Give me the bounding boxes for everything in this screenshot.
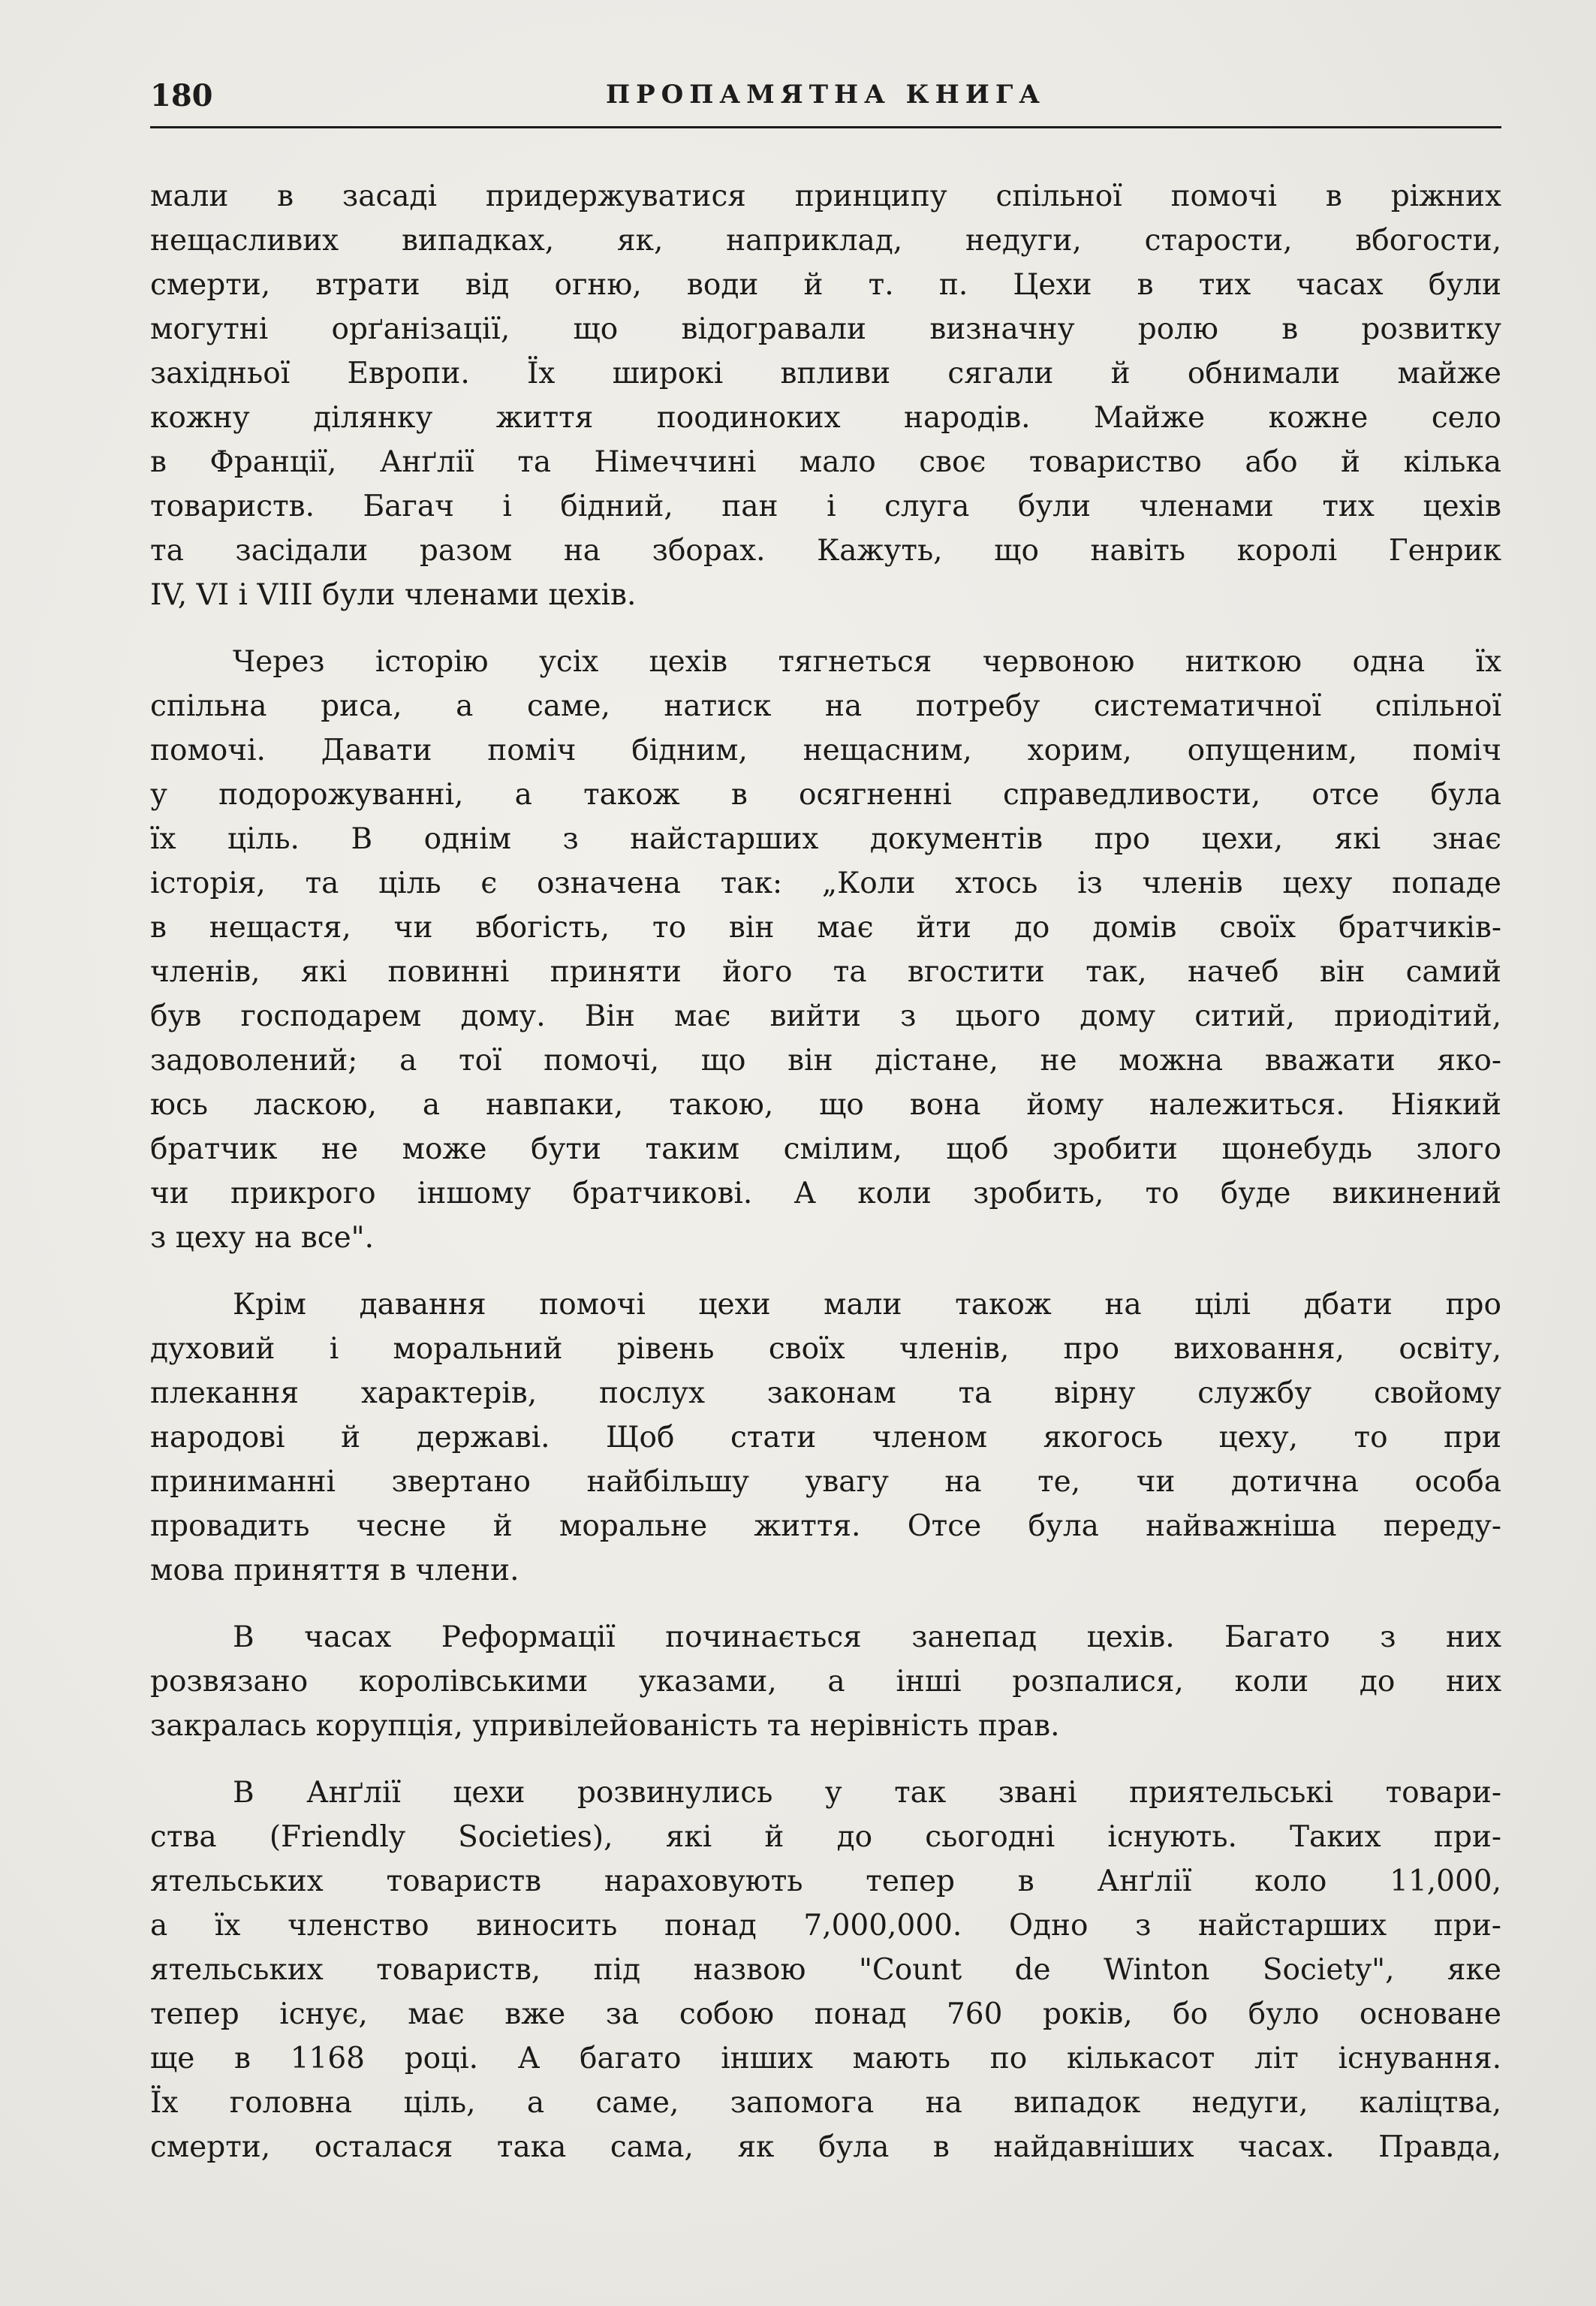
text-line: кожну ділянку життя поодиноких народів. Майже кожне село: [150, 401, 1501, 435]
text-line: ятельських товариств, під назвою "Count de Winton Society", яке: [150, 1953, 1501, 1987]
text-line: плекання характерів, послух законам та вірну службу свойому: [150, 1376, 1501, 1410]
text-line: розвязано королівськими указами, а інші розпалися, коли до них: [150, 1665, 1501, 1699]
text-line: членів, які повинні приняти його та вгостити так, начеб він самий: [150, 955, 1501, 989]
text-line: духовий і моральний рівень своїх членів, про виховання, освіту,: [150, 1332, 1501, 1366]
running-title: ПРОПАМЯТНА КНИГА: [605, 80, 1046, 110]
text-line: смерти, осталася така сама, як була в найдавніших часах. Правда,: [150, 2130, 1501, 2164]
text-line: а їх членство виносить понад 7,000,000. Одно з найстарших при-: [150, 1909, 1501, 1943]
text-line: Крім давання помочі цехи мали також на цілі дбати про: [233, 1288, 1501, 1322]
text-line: спільна риса, а саме, натиск на потребу систематичної спільної: [150, 689, 1501, 723]
body-text: [150, 174, 1501, 2169]
text-line: та засідали разом на зборах. Кажуть, що навіть королі Генрик: [150, 534, 1501, 568]
paragraph-2: [150, 640, 1501, 1260]
text-line: ще в 1168 році. А багато інших мають по кількасот літ існування.: [150, 2042, 1501, 2075]
text-line: в нещастя, чи вбогість, то він має йти до домів своїх братчиків-: [150, 911, 1501, 945]
text-line: В часах Реформації починається занепад цехів. Багато з них: [233, 1620, 1501, 1654]
paragraph-1: [150, 174, 1501, 617]
text-line: з цеху на все".: [150, 1221, 375, 1255]
page-header: [150, 78, 1501, 123]
text-line: західньої Европи. Їх широкі впливи сягали й обнимали майже: [150, 357, 1501, 390]
text-line: ятельських товариств нараховують тепер в Анґлії коло 11,000,: [150, 1864, 1501, 1898]
text-line: чи прикрого іншому братчикові. А коли зробить, то буде викинений: [150, 1177, 1501, 1210]
text-line: могутні орґанізації, що відогравали визначну ролю в розвитку: [150, 312, 1501, 346]
text-line: закралась корупція, упривілейованість та нерівність прав.: [150, 1709, 1060, 1743]
text-line: смерти, втрати від огню, води й т. п. Цехи в тих часах були: [150, 268, 1501, 302]
paragraph-gap: [150, 617, 1501, 640]
text-line: братчик не може бути таким смілим, щоб зробити щонебудь злого: [150, 1132, 1501, 1166]
text-line: мова приняття в члени.: [150, 1554, 519, 1587]
text-line: провадить чесне й моральне життя. Отсе була найважніша переду-: [150, 1509, 1501, 1543]
text-line: у подорожуванні, а також в осягненні справедливости, отсе була: [150, 778, 1501, 812]
paragraph-3: [150, 1283, 1501, 1593]
paragraph-5: [150, 1771, 1501, 2169]
header-rule: [150, 126, 1501, 128]
text-line: в Франції, Анґлії та Німеччині мало своє товариство або й кілька: [150, 445, 1501, 479]
text-line: В Анґлії цехи розвинулись у так звані приятельські товари-: [233, 1776, 1501, 1810]
text-line: задоволений; а тої помочі, що він дістане, не можна вважати яко-: [150, 1044, 1501, 1078]
page-number: 180: [150, 78, 213, 113]
text-line: нещасливих випадках, як, наприклад, недуги, старости, вбогости,: [150, 224, 1501, 258]
text-line: їх ціль. В однім з найстарших документів про цехи, які знає: [150, 822, 1501, 856]
text-line: юсь ласкою, а навпаки, такою, що вона йому належиться. Ніякий: [150, 1088, 1501, 1122]
text-line: IV, VI і VIII були членами цехів.: [150, 578, 637, 612]
text-line: ства (Friendly Societies), які й до сьогодні існують. Таких при-: [150, 1820, 1501, 1854]
text-line: помочі. Давати поміч бідним, нещасним, хорим, опущеним, поміч: [150, 734, 1501, 767]
text-line: історія, та ціль є означена так: „Коли хтось із членів цеху попаде: [150, 867, 1501, 900]
paragraph-gap: [150, 1260, 1501, 1283]
text-line: Їх головна ціль, а саме, запомога на випадок недуги, каліцтва,: [150, 2086, 1501, 2120]
paragraph-gap: [150, 1593, 1501, 1615]
text-line: був господарем дому. Він має вийти з цього дому ситий, приодітий,: [150, 999, 1501, 1033]
text-line: Через історію усіх цехів тягнеться червоною ниткою одна їх: [233, 645, 1501, 679]
text-line: тепер існує, має вже за собою понад 760 років, бо було основане: [150, 1997, 1501, 2031]
text-line: народові й державі. Щоб стати членом якогось цеху, то при: [150, 1421, 1501, 1454]
text-line: приниманні звертано найбільшу увагу на те, чи дотична особа: [150, 1465, 1501, 1499]
paragraph-gap: [150, 1748, 1501, 1771]
text-line: товариств. Багач і бідний, пан і слуга були членами тих цехів: [150, 490, 1501, 523]
text-line: мали в засаді придержуватися принципу спільної помочі в ріжних: [150, 179, 1501, 213]
paragraph-4: [150, 1615, 1501, 1748]
